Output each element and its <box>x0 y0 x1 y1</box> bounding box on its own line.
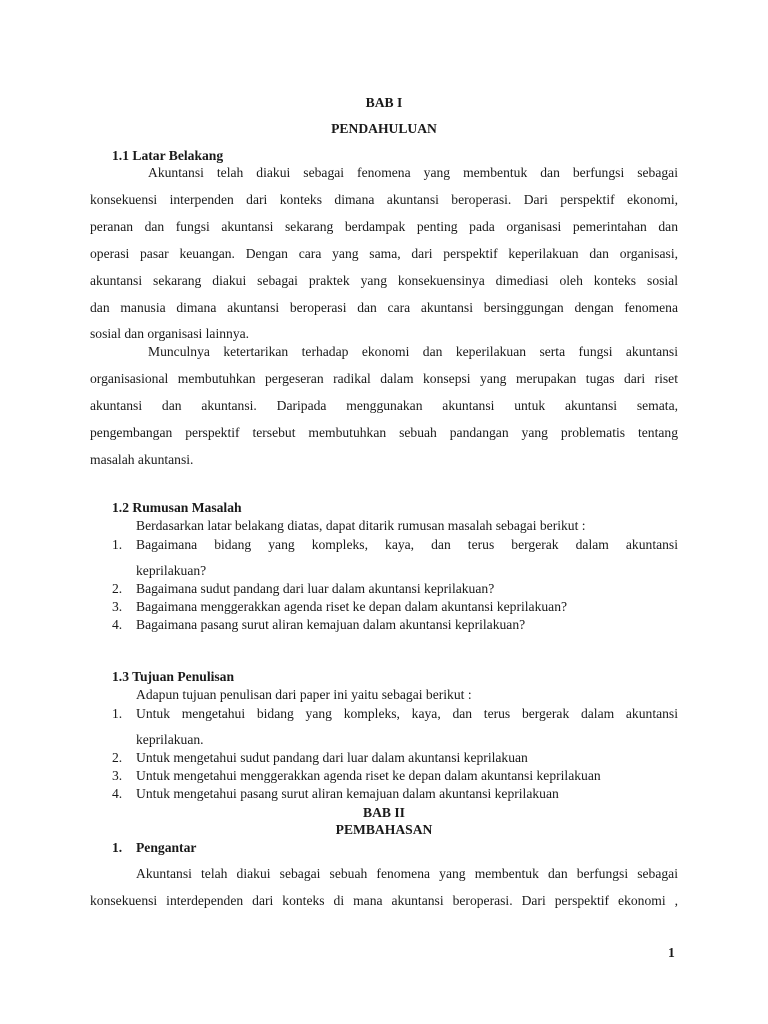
list-item-continuation: keprilakuan. <box>136 732 204 747</box>
section-heading: 1.1 Latar Belakang <box>112 148 224 163</box>
chapter-label: BAB I <box>365 95 403 110</box>
paragraph-line: organisasional membutuhkan pergeseran radikal dalam konsepsi yang merupakan tugas dari riset <box>90 371 678 386</box>
list-item: Untuk mengetahui menggerakkan agenda riset ke depan dalam akuntansi keprilakuan <box>136 768 601 783</box>
page-number: 1 <box>668 945 675 960</box>
list-item: Bagaimana sudut pandang dari luar dalam akuntansi keprilakuan? <box>136 581 495 596</box>
paragraph-line: akuntansi dan akuntansi. Daripada menggunakan akuntansi untuk akuntansi semata, <box>90 398 678 413</box>
paragraph-line: Akuntansi telah diakui sebagai fenomena yang membentuk dan berfungsi sebagai <box>148 165 678 180</box>
section-number: 1. <box>112 840 123 855</box>
paragraph-line: peranan dan fungsi akuntansi sekarang berdampak penting pada organisasi pemerintahan dan <box>90 219 678 234</box>
list-number: 4. <box>112 617 123 632</box>
list-number: 2. <box>112 750 123 765</box>
paragraph-line: dan manusia dimana akuntansi beroperasi dan cara akuntansi bersinggungan dengan fenomena <box>90 300 678 315</box>
paragraph-line: Akuntansi telah diakui sebagai sebuah fenomena yang membentuk dan berfungsi sebagai <box>136 866 678 881</box>
section-heading: Pengantar <box>136 840 197 855</box>
paragraph-line: masalah akuntansi. <box>90 452 194 467</box>
paragraph-line: konsekuensi interdependen dari konteks di mana akuntansi beroperasi. Dari perspektif ekonomi , <box>90 893 678 908</box>
list-number: 1. <box>112 537 123 552</box>
section-intro: Berdasarkan latar belakang diatas, dapat ditarik rumusan masalah sebagai berikut : <box>136 518 586 533</box>
paragraph-line: operasi pasar keuangan. Dengan cara yang sama, dari perspektif keperilakuan dan organisasi, <box>90 246 678 261</box>
paragraph-line: akuntansi sekarang diakui sebagai praktek yang konsekuensinya dimediasi oleh konteks sosial <box>90 273 678 288</box>
paragraph-line: konsekuensi interpenden dari konteks dimana akuntansi beroperasi. Dari perspektif ekonomi, <box>90 192 678 207</box>
section-heading: 1.2 Rumusan Masalah <box>112 500 242 515</box>
chapter-title: PENDAHULUAN <box>331 121 437 136</box>
list-item: Untuk mengetahui bidang yang kompleks, kaya, dan terus bergerak dalam akuntansi <box>136 706 678 721</box>
list-number: 1. <box>112 706 123 721</box>
paragraph-line: Munculnya ketertarikan terhadap ekonomi dan keperilakuan serta fungsi akuntansi <box>148 344 678 359</box>
paragraph-line: pengembangan perspektif tersebut membutuhkan sebuah pandangan yang problematis tentang <box>90 425 678 440</box>
list-number: 3. <box>112 599 123 614</box>
list-item: Untuk mengetahui pasang surut aliran kemajuan dalam akuntansi keprilakuan <box>136 786 559 801</box>
list-item: Untuk mengetahui sudut pandang dari luar dalam akuntansi keprilakuan <box>136 750 528 765</box>
section-heading: 1.3 Tujuan Penulisan <box>112 669 235 684</box>
paragraph-line: sosial dan organisasi lainnya. <box>90 326 250 341</box>
list-item-continuation: keprilakuan? <box>136 563 207 578</box>
list-number: 2. <box>112 581 123 596</box>
list-item: Bagaimana pasang surut aliran kemajuan dalam akuntansi keprilakuan? <box>136 617 526 632</box>
list-number: 4. <box>112 786 123 801</box>
section-intro: Adapun tujuan penulisan dari paper ini yaitu sebagai berikut : <box>136 687 472 702</box>
list-item: Bagaimana menggerakkan agenda riset ke depan dalam akuntansi keprilakuan? <box>136 599 568 614</box>
list-number: 3. <box>112 768 123 783</box>
chapter-title: PEMBAHASAN <box>335 822 433 837</box>
chapter-label: BAB II <box>363 805 405 820</box>
list-item: Bagaimana bidang yang kompleks, kaya, dan terus bergerak dalam akuntansi <box>136 537 678 552</box>
